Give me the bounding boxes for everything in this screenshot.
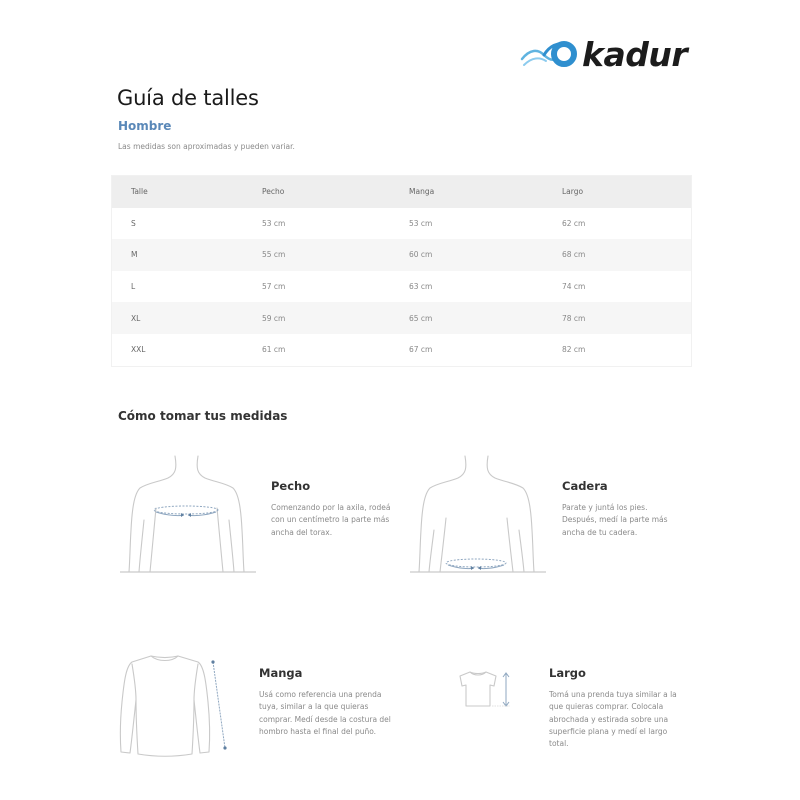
torso-hip-measure-icon [408, 450, 548, 576]
cell-pecho: 59 cm [262, 313, 286, 323]
cell-size: XXL [131, 345, 146, 355]
measure-title: Pecho [271, 479, 311, 493]
cell-largo: 78 cm [562, 313, 586, 323]
measure-title: Cadera [562, 479, 608, 493]
disclaimer-note: Las medidas son aproximadas y pueden variar. [118, 142, 295, 151]
column-header-talle: Talle [131, 187, 148, 197]
table-row [112, 271, 691, 303]
table-row [112, 302, 691, 334]
torso-chest-measure-icon [118, 450, 258, 576]
long-sleeve-shirt-measure-icon [116, 652, 246, 762]
cell-size: M [131, 250, 138, 260]
page-title: Guía de talles [117, 86, 259, 110]
brand-logo [520, 34, 687, 74]
cell-pecho: 57 cm [262, 282, 286, 292]
column-header-pecho: Pecho [262, 187, 285, 197]
cell-size: S [131, 218, 136, 228]
cell-largo: 68 cm [562, 250, 586, 260]
cell-manga: 60 cm [409, 250, 433, 260]
cell-pecho: 55 cm [262, 250, 286, 260]
cell-pecho: 53 cm [262, 218, 286, 228]
column-header-manga: Manga [409, 187, 435, 197]
column-header-largo: Largo [562, 187, 584, 197]
measure-description: Comenzando por la axila, rodeá con un centímetro la parte más ancha del torax. [271, 503, 391, 537]
gender-subtitle: Hombre [118, 119, 172, 133]
table-row [112, 208, 691, 240]
measure-title: Manga [259, 666, 303, 680]
measure-description: Parate y juntá los pies. Después, medí la parte más ancha de tu cadera. [562, 503, 668, 537]
size-table [112, 176, 691, 366]
table-row [112, 334, 691, 366]
cell-size: XL [131, 313, 141, 323]
measure-description: Tomá una prenda tuya similar a la que quieras comprar. Colocala abrochada y estirada sobre una superficie plana y medí el largo total. [549, 690, 677, 749]
how-to-measure-title: Cómo tomar tus medidas [118, 409, 288, 423]
table-header-row [112, 176, 691, 208]
cell-largo: 82 cm [562, 345, 586, 355]
measure-title: Largo [549, 666, 586, 680]
cell-pecho: 61 cm [262, 345, 286, 355]
cell-size: L [131, 282, 136, 292]
measure-description: Usá como referencia una prenda tuya, similar a la que quieras comprar. Medí desde la costura del hombro hasta el final del puño. [259, 690, 391, 736]
wave-loop-icon [520, 39, 578, 69]
cell-manga: 65 cm [409, 313, 433, 323]
tshirt-length-measure-icon [458, 668, 518, 712]
cell-manga: 67 cm [409, 345, 433, 355]
cell-manga: 63 cm [409, 282, 433, 292]
table-row [112, 239, 691, 271]
cell-manga: 53 cm [409, 218, 433, 228]
cell-largo: 74 cm [562, 282, 586, 292]
cell-largo: 62 cm [562, 218, 586, 228]
brand-name: kadur [582, 34, 688, 74]
